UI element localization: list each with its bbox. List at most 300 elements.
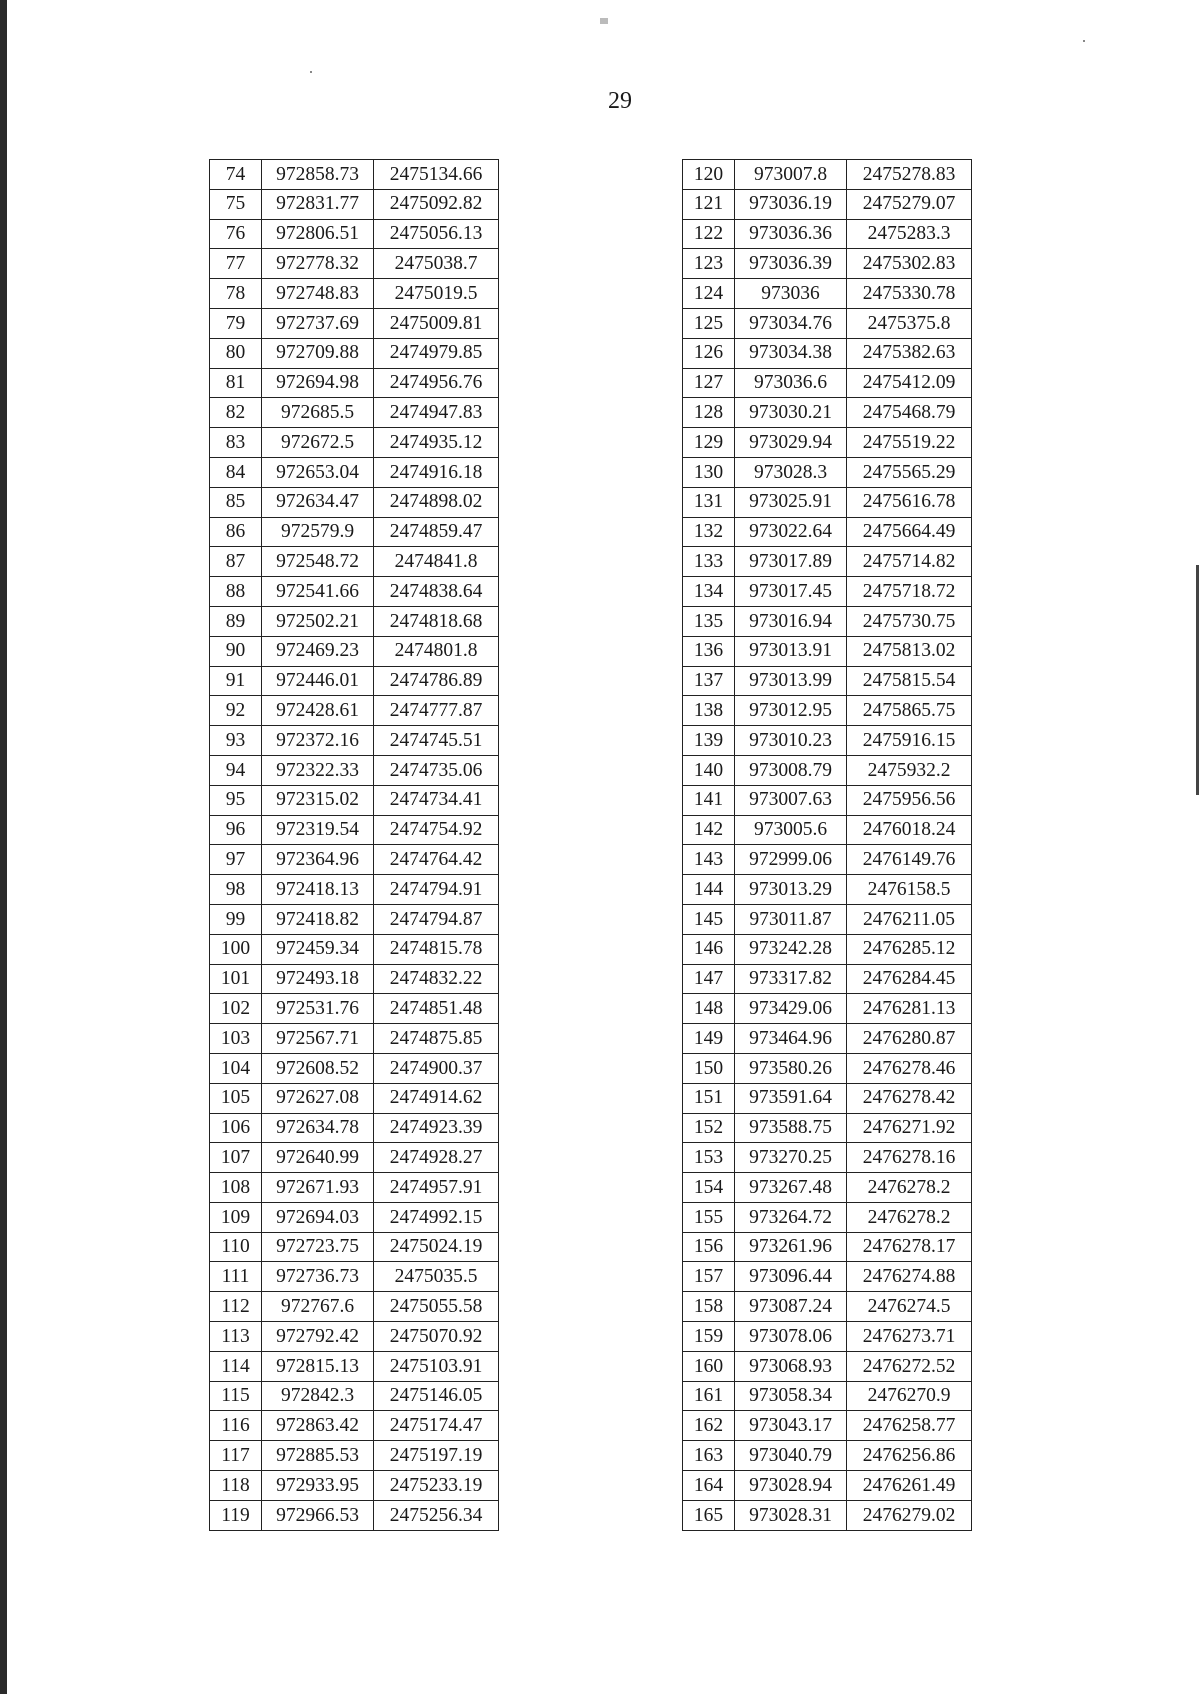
x-coordinate-cell: 973078.06 [735,1322,847,1352]
y-coordinate-cell: 2474794.91 [374,875,499,905]
table-row [683,1143,972,1173]
table-row [210,160,499,190]
y-coordinate-cell: 2476256.86 [847,1441,972,1471]
x-coordinate-cell: 972418.82 [262,904,374,934]
y-coordinate-cell: 2476278.17 [847,1232,972,1262]
x-coordinate-cell: 973591.64 [735,1083,847,1113]
table-row [210,1024,499,1054]
table-body [210,160,499,1531]
table-row [683,934,972,964]
page-number: 29 [608,88,632,114]
table-row [683,279,972,309]
y-coordinate-cell: 2475035.5 [374,1262,499,1292]
x-coordinate-cell: 973270.25 [735,1143,847,1173]
point-number-cell: 82 [210,398,262,428]
table-row [683,517,972,547]
x-coordinate-cell: 973580.26 [735,1053,847,1083]
table-row [210,994,499,1024]
point-number-cell: 83 [210,428,262,458]
x-coordinate-cell: 973011.87 [735,904,847,934]
point-number-cell: 104 [210,1053,262,1083]
x-coordinate-cell: 972459.34 [262,934,374,964]
x-coordinate-cell: 972567.71 [262,1024,374,1054]
y-coordinate-cell: 2476274.5 [847,1292,972,1322]
y-coordinate-cell: 2476149.76 [847,845,972,875]
point-number-cell: 135 [683,606,735,636]
y-coordinate-cell: 2474815.78 [374,934,499,964]
point-number-cell: 139 [683,726,735,756]
point-number-cell: 110 [210,1232,262,1262]
y-coordinate-cell: 2476272.52 [847,1351,972,1381]
y-coordinate-cell: 2474957.91 [374,1173,499,1203]
y-coordinate-cell: 2476273.71 [847,1322,972,1352]
table-row [210,606,499,636]
point-number-cell: 106 [210,1113,262,1143]
table-row [210,1381,499,1411]
table-row [683,815,972,845]
point-number-cell: 131 [683,487,735,517]
point-number-cell: 164 [683,1471,735,1501]
table-row [210,1113,499,1143]
y-coordinate-cell: 2476018.24 [847,815,972,845]
x-coordinate-cell: 973036.6 [735,368,847,398]
y-coordinate-cell: 2475055.58 [374,1292,499,1322]
y-coordinate-cell: 2475024.19 [374,1232,499,1262]
y-coordinate-cell: 2474786.89 [374,666,499,696]
y-coordinate-cell: 2474900.37 [374,1053,499,1083]
table-row [210,308,499,338]
table-row [210,398,499,428]
point-number-cell: 112 [210,1292,262,1322]
point-number-cell: 90 [210,636,262,666]
point-number-cell: 98 [210,875,262,905]
table-row [683,1500,972,1530]
table-row [210,1173,499,1203]
point-number-cell: 78 [210,279,262,309]
y-coordinate-cell: 2474832.22 [374,964,499,994]
table-row [683,160,972,190]
point-number-cell: 94 [210,755,262,785]
y-coordinate-cell: 2475565.29 [847,457,972,487]
y-coordinate-cell: 2475330.78 [847,279,972,309]
x-coordinate-cell: 973022.64 [735,517,847,547]
x-coordinate-cell: 972736.73 [262,1262,374,1292]
point-number-cell: 109 [210,1202,262,1232]
y-coordinate-cell: 2474734.41 [374,785,499,815]
x-coordinate-cell: 972315.02 [262,785,374,815]
x-coordinate-cell: 973017.45 [735,577,847,607]
x-coordinate-cell: 972640.99 [262,1143,374,1173]
table-row [210,1292,499,1322]
x-coordinate-cell: 972372.16 [262,726,374,756]
table-row [683,1053,972,1083]
point-number-cell: 126 [683,338,735,368]
x-coordinate-cell: 972502.21 [262,606,374,636]
table-row [210,487,499,517]
table-row [683,1232,972,1262]
point-number-cell: 118 [210,1471,262,1501]
table-row [210,875,499,905]
x-coordinate-cell: 972671.93 [262,1173,374,1203]
y-coordinate-cell: 2474935.12 [374,428,499,458]
y-coordinate-cell: 2475382.63 [847,338,972,368]
point-number-cell: 133 [683,547,735,577]
table-row [683,1083,972,1113]
point-number-cell: 121 [683,189,735,219]
table-row [210,1411,499,1441]
x-coordinate-cell: 973040.79 [735,1441,847,1471]
x-coordinate-cell: 972831.77 [262,189,374,219]
point-number-cell: 102 [210,994,262,1024]
table-row [210,547,499,577]
table-row [210,1500,499,1530]
table-row [210,964,499,994]
x-coordinate-cell: 972737.69 [262,308,374,338]
x-coordinate-cell: 972634.47 [262,487,374,517]
x-coordinate-cell: 972418.13 [262,875,374,905]
table-row [683,636,972,666]
y-coordinate-cell: 2476270.9 [847,1381,972,1411]
point-number-cell: 89 [210,606,262,636]
y-coordinate-cell: 2475302.83 [847,249,972,279]
table-row [683,1262,972,1292]
x-coordinate-cell: 972709.88 [262,338,374,368]
y-coordinate-cell: 2475134.66 [374,160,499,190]
table-row [210,457,499,487]
y-coordinate-cell: 2475412.09 [847,368,972,398]
point-number-cell: 148 [683,994,735,1024]
x-coordinate-cell: 972493.18 [262,964,374,994]
point-number-cell: 85 [210,487,262,517]
point-number-cell: 132 [683,517,735,547]
table-row [683,1381,972,1411]
table-row [683,1411,972,1441]
y-coordinate-cell: 2475056.13 [374,219,499,249]
y-coordinate-cell: 2476211.05 [847,904,972,934]
scan-speck [1083,40,1085,42]
x-coordinate-cell: 973007.8 [735,160,847,190]
table-row [683,1113,972,1143]
point-number-cell: 136 [683,636,735,666]
point-number-cell: 86 [210,517,262,547]
table-row [683,189,972,219]
x-coordinate-cell: 972858.73 [262,160,374,190]
x-coordinate-cell: 973010.23 [735,726,847,756]
table-row [683,1202,972,1232]
point-number-cell: 150 [683,1053,735,1083]
y-coordinate-cell: 2475038.7 [374,249,499,279]
table-row [683,577,972,607]
y-coordinate-cell: 2475070.92 [374,1322,499,1352]
y-coordinate-cell: 2475865.75 [847,696,972,726]
y-coordinate-cell: 2475279.07 [847,189,972,219]
x-coordinate-cell: 972792.42 [262,1322,374,1352]
y-coordinate-cell: 2476281.13 [847,994,972,1024]
table-row [210,1351,499,1381]
x-coordinate-cell: 973429.06 [735,994,847,1024]
y-coordinate-cell: 2475718.72 [847,577,972,607]
point-number-cell: 101 [210,964,262,994]
point-number-cell: 141 [683,785,735,815]
point-number-cell: 97 [210,845,262,875]
point-number-cell: 155 [683,1202,735,1232]
table-row [210,249,499,279]
point-number-cell: 159 [683,1322,735,1352]
x-coordinate-cell: 973013.99 [735,666,847,696]
point-number-cell: 88 [210,577,262,607]
point-number-cell: 77 [210,249,262,279]
x-coordinate-cell: 972322.33 [262,755,374,785]
table-row [210,219,499,249]
y-coordinate-cell: 2474875.85 [374,1024,499,1054]
y-coordinate-cell: 2474764.42 [374,845,499,875]
x-coordinate-cell: 972608.52 [262,1053,374,1083]
x-coordinate-cell: 973036.39 [735,249,847,279]
point-number-cell: 138 [683,696,735,726]
y-coordinate-cell: 2475714.82 [847,547,972,577]
point-number-cell: 125 [683,308,735,338]
table-row [210,726,499,756]
coordinates-table-left [209,159,499,1531]
point-number-cell: 153 [683,1143,735,1173]
x-coordinate-cell: 973013.29 [735,875,847,905]
table-body [683,160,972,1531]
point-number-cell: 128 [683,398,735,428]
y-coordinate-cell: 2476278.46 [847,1053,972,1083]
x-coordinate-cell: 973008.79 [735,755,847,785]
y-coordinate-cell: 2475233.19 [374,1471,499,1501]
y-coordinate-cell: 2474801.8 [374,636,499,666]
table-row [683,219,972,249]
point-number-cell: 158 [683,1292,735,1322]
x-coordinate-cell: 973264.72 [735,1202,847,1232]
table-row [210,517,499,547]
table-row [683,368,972,398]
point-number-cell: 119 [210,1500,262,1530]
x-coordinate-cell: 973005.6 [735,815,847,845]
y-coordinate-cell: 2475256.34 [374,1500,499,1530]
y-coordinate-cell: 2474794.87 [374,904,499,934]
x-coordinate-cell: 973034.76 [735,308,847,338]
x-coordinate-cell: 972933.95 [262,1471,374,1501]
point-number-cell: 129 [683,428,735,458]
y-coordinate-cell: 2475730.75 [847,606,972,636]
point-number-cell: 157 [683,1262,735,1292]
point-number-cell: 95 [210,785,262,815]
y-coordinate-cell: 2475019.5 [374,279,499,309]
point-number-cell: 75 [210,189,262,219]
point-number-cell: 96 [210,815,262,845]
point-number-cell: 99 [210,904,262,934]
scan-left-edge [0,0,7,1694]
table-row [210,1262,499,1292]
point-number-cell: 124 [683,279,735,309]
table-row [210,1202,499,1232]
y-coordinate-cell: 2474928.27 [374,1143,499,1173]
point-number-cell: 137 [683,666,735,696]
point-number-cell: 81 [210,368,262,398]
x-coordinate-cell: 972767.6 [262,1292,374,1322]
table-row [210,1083,499,1113]
y-coordinate-cell: 2474947.83 [374,398,499,428]
x-coordinate-cell: 973588.75 [735,1113,847,1143]
table-row [210,368,499,398]
x-coordinate-cell: 973043.17 [735,1411,847,1441]
x-coordinate-cell: 972694.03 [262,1202,374,1232]
table-row [210,1232,499,1262]
x-coordinate-cell: 973242.28 [735,934,847,964]
point-number-cell: 113 [210,1322,262,1352]
table-row [683,845,972,875]
table-row [210,755,499,785]
table-row [210,338,499,368]
y-coordinate-cell: 2475815.54 [847,666,972,696]
x-coordinate-cell: 972885.53 [262,1441,374,1471]
point-number-cell: 79 [210,308,262,338]
coordinates-table-right [682,159,972,1531]
point-number-cell: 100 [210,934,262,964]
table-row [683,249,972,279]
y-coordinate-cell: 2474979.85 [374,338,499,368]
y-coordinate-cell: 2474851.48 [374,994,499,1024]
table-row [210,636,499,666]
y-coordinate-cell: 2475468.79 [847,398,972,428]
y-coordinate-cell: 2475916.15 [847,726,972,756]
table-row [210,934,499,964]
point-number-cell: 147 [683,964,735,994]
x-coordinate-cell: 972548.72 [262,547,374,577]
table-row [683,785,972,815]
y-coordinate-cell: 2475146.05 [374,1381,499,1411]
y-coordinate-cell: 2476158.5 [847,875,972,905]
y-coordinate-cell: 2474956.76 [374,368,499,398]
x-coordinate-cell: 973464.96 [735,1024,847,1054]
point-number-cell: 107 [210,1143,262,1173]
x-coordinate-cell: 972653.04 [262,457,374,487]
point-number-cell: 80 [210,338,262,368]
x-coordinate-cell: 972966.53 [262,1500,374,1530]
point-number-cell: 108 [210,1173,262,1203]
table-row [683,398,972,428]
point-number-cell: 152 [683,1113,735,1143]
table-row [683,1471,972,1501]
point-number-cell: 116 [210,1411,262,1441]
x-coordinate-cell: 973030.21 [735,398,847,428]
y-coordinate-cell: 2474914.62 [374,1083,499,1113]
point-number-cell: 142 [683,815,735,845]
table-row [683,904,972,934]
table-row [683,875,972,905]
table-row [683,964,972,994]
point-number-cell: 140 [683,755,735,785]
point-number-cell: 130 [683,457,735,487]
point-number-cell: 144 [683,875,735,905]
y-coordinate-cell: 2475174.47 [374,1411,499,1441]
y-coordinate-cell: 2476274.88 [847,1262,972,1292]
y-coordinate-cell: 2476280.87 [847,1024,972,1054]
y-coordinate-cell: 2475664.49 [847,517,972,547]
y-coordinate-cell: 2475813.02 [847,636,972,666]
x-coordinate-cell: 973028.94 [735,1471,847,1501]
point-number-cell: 92 [210,696,262,726]
x-coordinate-cell: 973036.19 [735,189,847,219]
x-coordinate-cell: 973096.44 [735,1262,847,1292]
table-row [210,189,499,219]
table-row [210,1143,499,1173]
x-coordinate-cell: 972672.5 [262,428,374,458]
y-coordinate-cell: 2475283.3 [847,219,972,249]
point-number-cell: 154 [683,1173,735,1203]
table-row [683,606,972,636]
x-coordinate-cell: 973036 [735,279,847,309]
table-row [683,1292,972,1322]
x-coordinate-cell: 972541.66 [262,577,374,607]
y-coordinate-cell: 2476285.12 [847,934,972,964]
table-row [210,1441,499,1471]
point-number-cell: 123 [683,249,735,279]
point-number-cell: 151 [683,1083,735,1113]
table-row [683,338,972,368]
x-coordinate-cell: 973007.63 [735,785,847,815]
x-coordinate-cell: 972685.5 [262,398,374,428]
x-coordinate-cell: 972531.76 [262,994,374,1024]
x-coordinate-cell: 973036.36 [735,219,847,249]
point-number-cell: 114 [210,1351,262,1381]
x-coordinate-cell: 972579.9 [262,517,374,547]
table-row [210,904,499,934]
x-coordinate-cell: 972748.83 [262,279,374,309]
table-row [210,577,499,607]
table-row [210,428,499,458]
y-coordinate-cell: 2474745.51 [374,726,499,756]
table-row [683,1024,972,1054]
table-row [210,815,499,845]
y-coordinate-cell: 2475092.82 [374,189,499,219]
y-coordinate-cell: 2475103.91 [374,1351,499,1381]
point-number-cell: 120 [683,160,735,190]
y-coordinate-cell: 2474777.87 [374,696,499,726]
scan-speck [600,18,608,24]
y-coordinate-cell: 2474916.18 [374,457,499,487]
x-coordinate-cell: 972634.78 [262,1113,374,1143]
x-coordinate-cell: 972627.08 [262,1083,374,1113]
table-row [210,666,499,696]
x-coordinate-cell: 973028.3 [735,457,847,487]
point-number-cell: 127 [683,368,735,398]
point-number-cell: 111 [210,1262,262,1292]
point-number-cell: 160 [683,1351,735,1381]
x-coordinate-cell: 972469.23 [262,636,374,666]
table-row [683,755,972,785]
table-row [683,666,972,696]
y-coordinate-cell: 2476278.42 [847,1083,972,1113]
y-coordinate-cell: 2474859.47 [374,517,499,547]
point-number-cell: 163 [683,1441,735,1471]
table-row [210,1471,499,1501]
x-coordinate-cell: 972364.96 [262,845,374,875]
table-row [683,994,972,1024]
x-coordinate-cell: 972428.61 [262,696,374,726]
table-row [683,1322,972,1352]
x-coordinate-cell: 973261.96 [735,1232,847,1262]
y-coordinate-cell: 2476261.49 [847,1471,972,1501]
table-row [683,1351,972,1381]
y-coordinate-cell: 2475932.2 [847,755,972,785]
y-coordinate-cell: 2474838.64 [374,577,499,607]
table-row [683,428,972,458]
table-row [683,1441,972,1471]
point-number-cell: 74 [210,160,262,190]
